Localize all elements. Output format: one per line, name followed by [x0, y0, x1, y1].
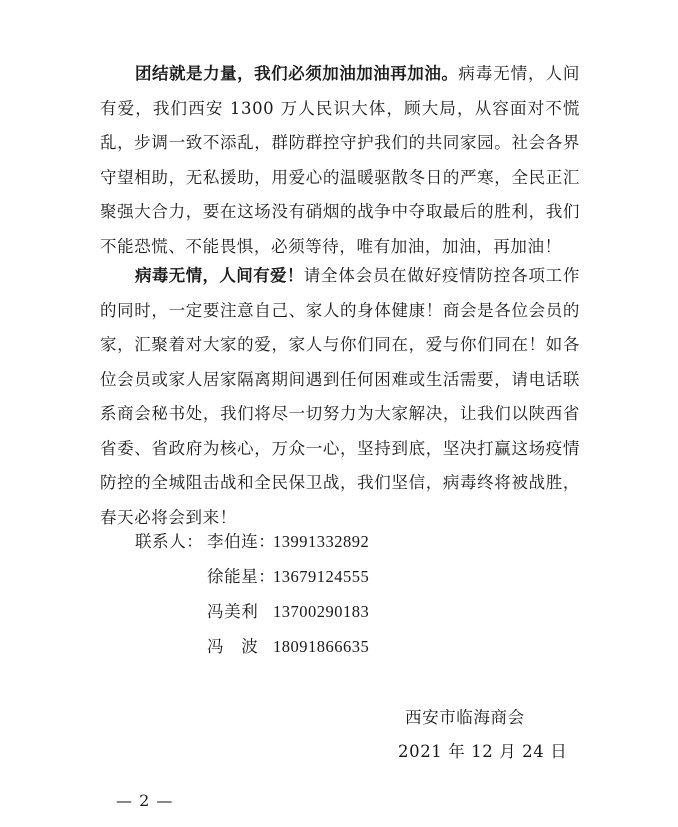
contact-label: 联系人：: [135, 532, 204, 551]
paragraph-lead-care: 病毒无情，人间有爱！: [135, 266, 304, 285]
contact-row: [135, 559, 369, 594]
contact-name: 冯 波: [207, 637, 259, 656]
contact-phone: 18091866635: [273, 637, 370, 656]
paragraph-body-solidarity: 病毒无情，人间有爱，我们西安 1300 万人民识大体，顾大局，从容面对不慌乱，步调一致不添乱，群防群控守护我们的共同家园。社会各界守望相助，无私援助，用爱心的温暖驱散冬日的严寒，全民正汇聚强大合力，要在这场没有硝烟的战争中夺取最后的胜利，我们不能恐慌、不能畏惧，必须等待，唯有加油，加油，再加油！: [100, 64, 580, 256]
contact-row: [135, 629, 369, 664]
signature-organization: 西安市临海商会: [405, 708, 525, 727]
contact-phone: 13700290183: [273, 602, 370, 621]
contact-phone: 13991332892: [273, 532, 370, 551]
contact-row: [135, 594, 369, 629]
contact-list: [135, 524, 369, 664]
signature-date: 2021 年 12 月 24 日: [398, 742, 568, 761]
contact-name: 冯美利: [207, 602, 259, 621]
contact-row: [135, 524, 369, 559]
paragraph-solidarity: [100, 57, 580, 264]
contact-name: 李伯连：: [207, 532, 276, 551]
paragraph-lead-solidarity: 团结就是力量，我们必须加油加油再加油。: [135, 64, 459, 83]
contact-name: 徐能星：: [207, 567, 276, 586]
page-number: — 2 —: [116, 791, 174, 810]
paragraph-body-care: 请全体会员在做好疫情防控各项工作的同时，一定要注意自己、家人的身体健康！商会是各位会员的家，汇聚着对大家的爱，家人与你们同在，爱与你们同在！如各位会员或家人居家隔离期间遇到任何困难或生活需要，请电话联系商会秘书处，我们将尽一切努力为大家解决，让我们以陕西省省委、省政府为核心，万众一心，坚持到底，坚决打赢这场疫情防控的全城阻击战和全民保卫战，我们坚信，病毒终将被战胜，春天必将会到来！: [100, 266, 580, 527]
contact-phone: 13679124555: [273, 567, 370, 586]
paragraph-care-notice: [100, 259, 580, 535]
